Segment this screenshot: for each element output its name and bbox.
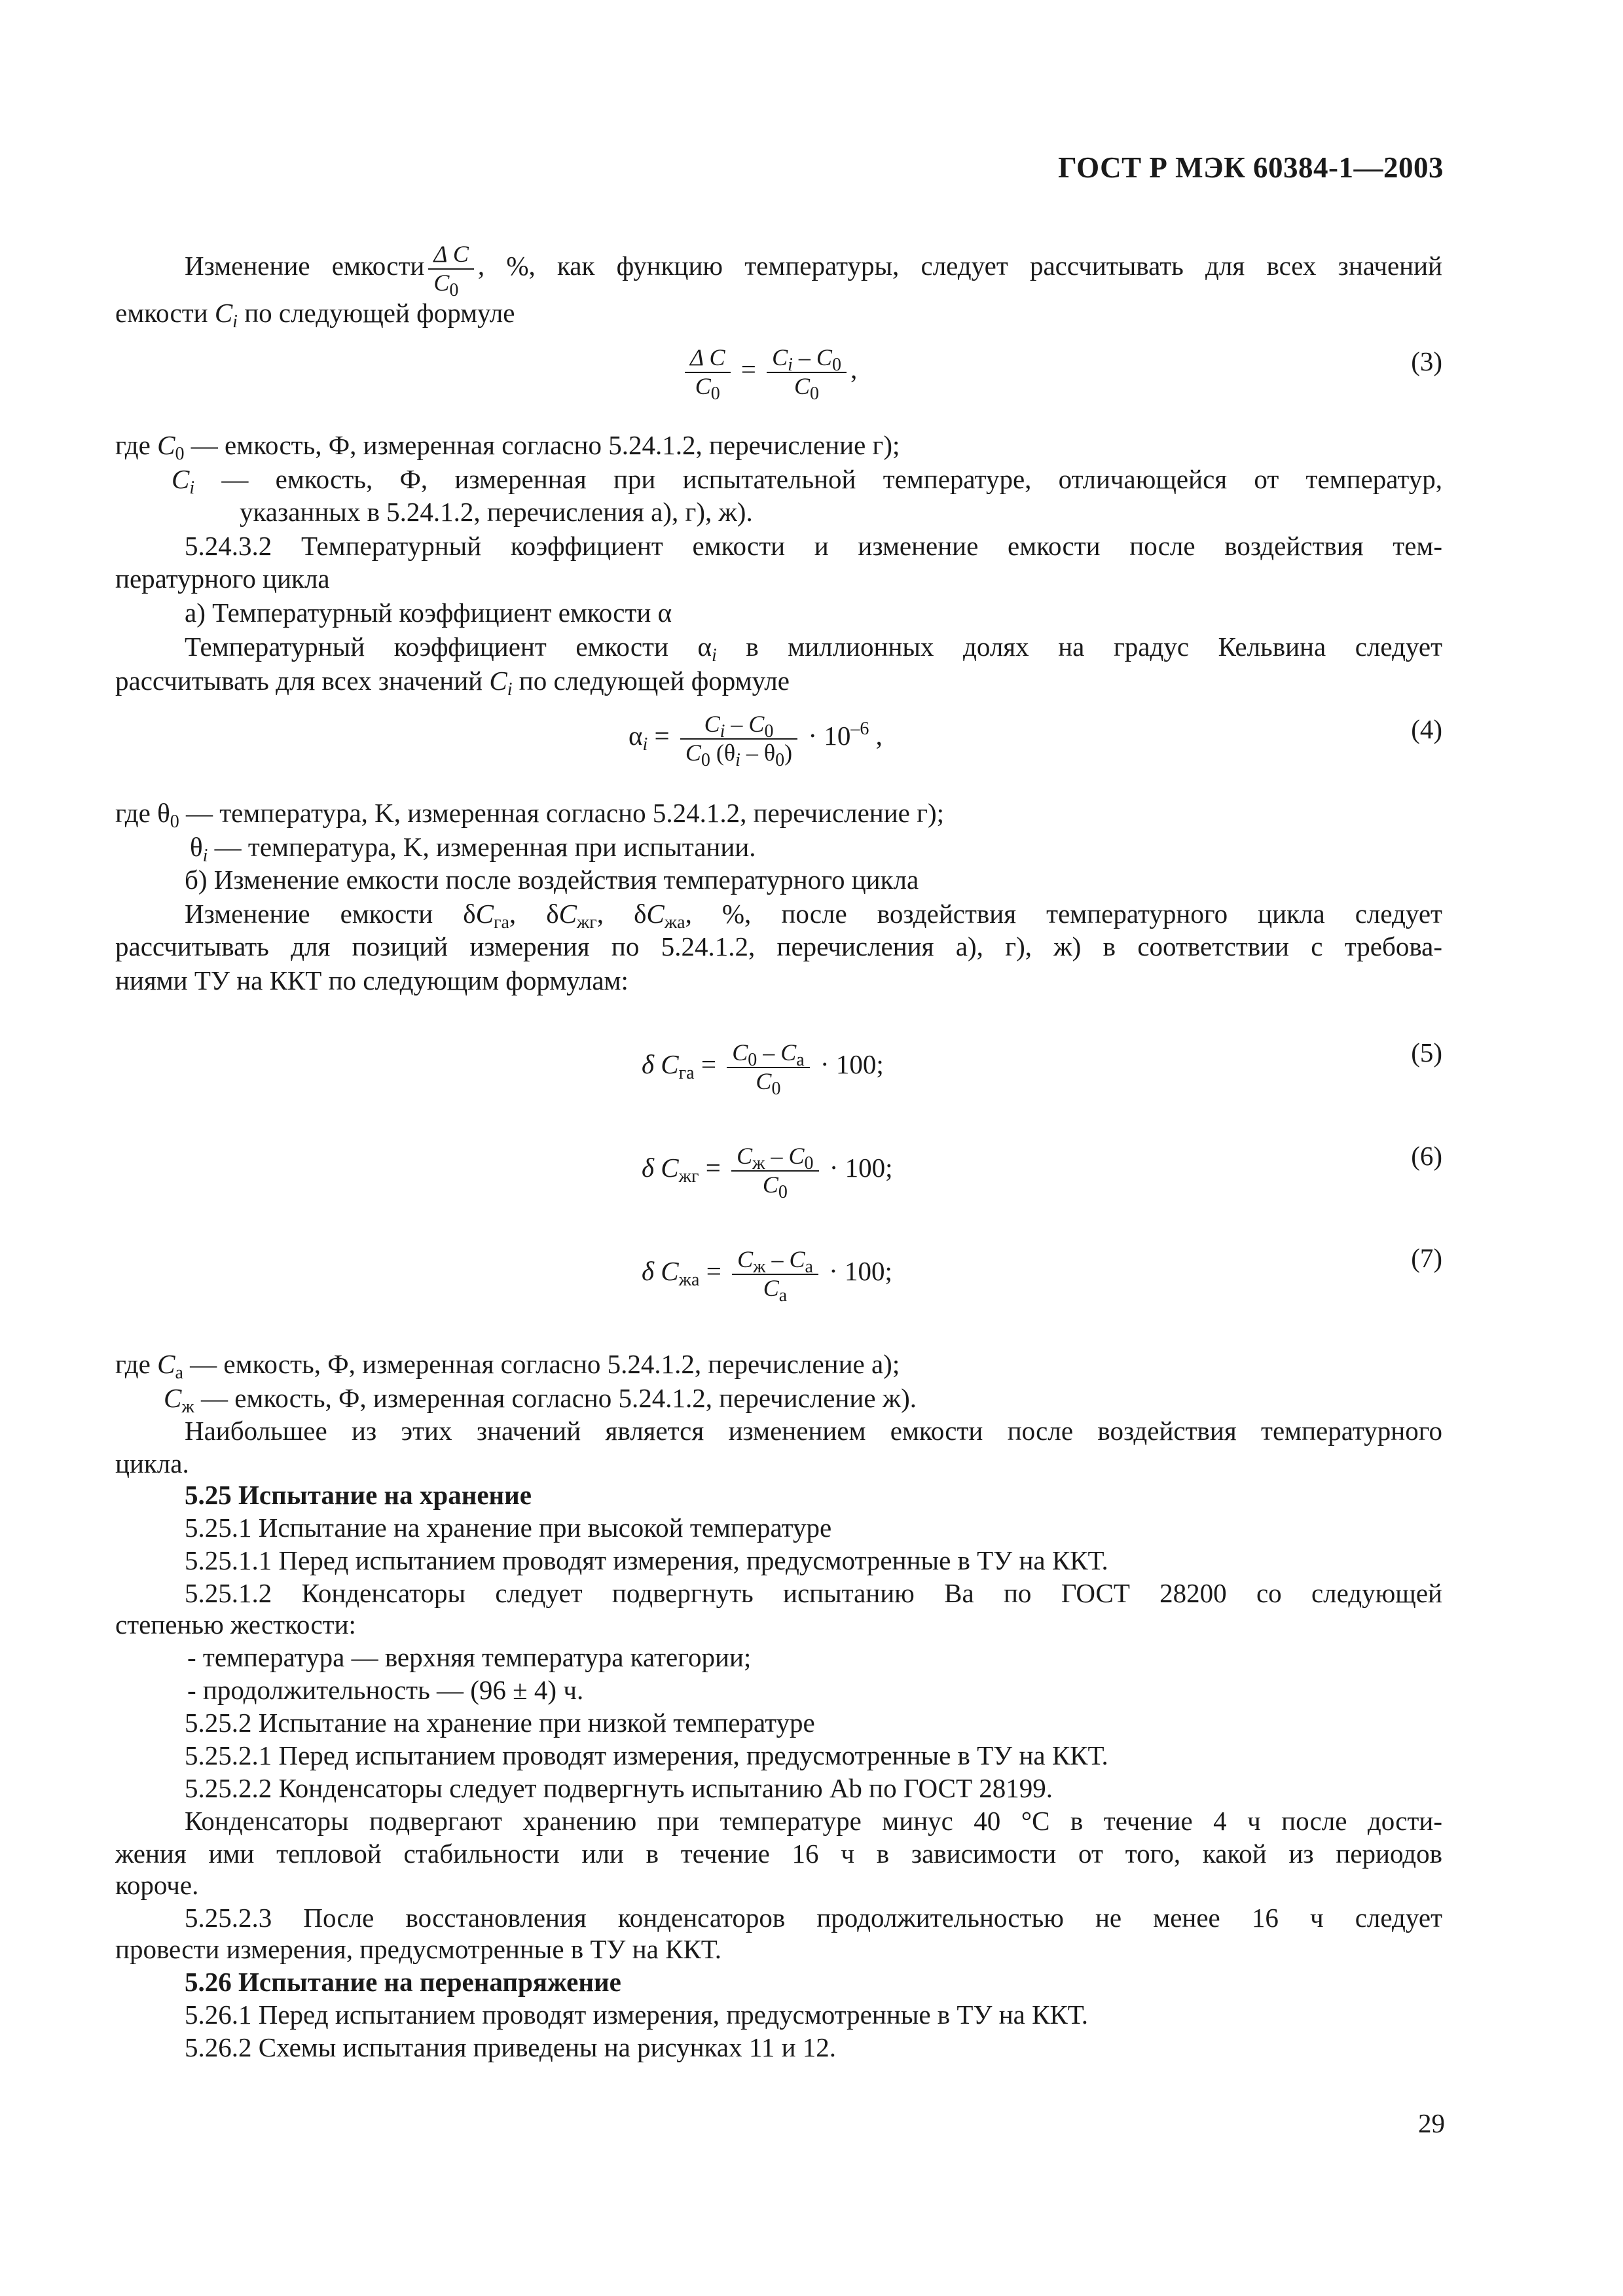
equation-number-7: (7) [1411, 1243, 1442, 1273]
list-item-duration: - продолжительность — (96 ± 4) ч. [187, 1675, 584, 1705]
equation-number-3: (3) [1411, 346, 1442, 376]
page-number: 29 [1418, 2108, 1445, 2138]
para-storage-line-3: короче. [115, 1870, 199, 1900]
para-5-26-1: 5.26.1 Перед испытанием проводят измерения, предусмотренные в ТУ на ККТ. [185, 2000, 1088, 2030]
para-5-25-1: 5.25.1 Испытание на хранение при высокой температуре [185, 1513, 832, 1543]
formula-5: δ $C_{га}$ = $\frac{C_0 - C_а}{C_0}$ · 100; [642, 1039, 884, 1099]
para-5-24-3-2-line-3: а) Температурный коэффициент емкости α [185, 598, 672, 628]
where4-line-4: Изменение емкости $\delta C_{га}$, $\delta C_{жг}$, $\delta C_{жа}$, %, после воздействия температурного цикла следует [185, 899, 1442, 933]
para-5-25-2-1: 5.25.2.1 Перед испытанием проводят измерения, предусмотренные в ТУ на ККТ. [185, 1740, 1108, 1770]
where4-line-6: ниями ТУ на ККТ по следующим формулам: [115, 965, 629, 996]
equation-number-6: (6) [1411, 1141, 1442, 1171]
formula-3: $\frac{\text{Δ C}}{C_0}$ = $\frac{C_i - C_0}{C_0}$ , [681, 346, 857, 399]
intro-line-2: емкости $C_i$ по следующей формуле [115, 298, 515, 332]
equation-number-5: (5) [1411, 1037, 1442, 1067]
para-5-24-3-2-line-1: 5.24.3.2 Температурный коэффициент емкости и изменение емкости после воздействия тем- [185, 531, 1442, 561]
para-5-24-3-2-line-4: Температурный коэффициент емкости $\alpha_i$ в миллионных долях на градус Кельвина следует [185, 632, 1442, 666]
where7-line-3: Наибольшее из этих значений является изменением емкости после воздействия температурного [185, 1416, 1442, 1446]
para-5-24-3-2-line-2: пературного цикла [115, 564, 330, 594]
where4-line-3: б) Изменение емкости после воздействия температурного цикла [185, 865, 919, 895]
where3-line-2: $C_i$ — емкость, Ф, измеренная при испытательной температуре, отличающейся от температур, [172, 464, 1442, 498]
fraction: $\frac{\text{Δ C}}{C_0}$ [428, 242, 474, 296]
list-item-temperature: - температура — верхняя температура категории; [187, 1642, 752, 1672]
where4-line-1: где $\theta_0$ — температура, K, измеренная согласно 5.24.1.2, перечисление г); [115, 798, 944, 832]
para-5-25-2-2: 5.25.2.2 Конденсаторы следует подвергнуть испытанию Ab по ГОСТ 28199. [185, 1773, 1053, 1803]
para-5-25-2-3-line-1: 5.25.2.3 После восстановления конденсаторов продолжительностью не менее 16 ч следует [185, 1903, 1442, 1933]
intro-line-1: Изменение емкости $\frac{\text{Δ C}}{C_0}$ , %, как функцию температуры, следует рассчитывать для всех значений [185, 241, 1442, 300]
para-5-25-2-3-line-2: провести измерения, предусмотренные в ТУ на ККТ. [115, 1934, 721, 1964]
para-5-25-1-2-line-1: 5.25.1.2 Конденсаторы следует подвергнуть испытанию Ва по ГОСТ 28200 со следующей [185, 1578, 1442, 1608]
para-5-25-1-2-line-2: степенью жесткости: [115, 1609, 356, 1640]
where7-line-2: $C_ж$ — емкость, Ф, измеренная согласно 5.24.1.2, перечисление ж). [164, 1383, 917, 1417]
para-storage-line-2: жения ими тепловой стабильности или в течение 16 ч в зависимости от того, какой из периодов [115, 1839, 1442, 1869]
para-storage-line-1: Конденсаторы подвергают хранению при температуре минус 40 °С в течение 4 ч после дости- [185, 1806, 1442, 1836]
para-5-26-2: 5.26.2 Схемы испытания приведены на рисунках 11 и 12. [185, 2032, 837, 2062]
where3-line-3: указанных в 5.24.1.2, перечисления а), г), ж). [240, 497, 753, 527]
where7-line-1: где $C_а$ — емкость, Ф, измеренная согласно 5.24.1.2, перечисление а); [115, 1349, 900, 1383]
where4-line-5: рассчитывать для позиций измерения по 5.24.1.2, перечисления а), г), ж) в соответствии с требова- [115, 931, 1442, 961]
where4-line-2: $\theta_i$ — температура, K, измеренная при испытании. [190, 832, 756, 866]
section-5-25-title: 5.25 Испытание на хранение [185, 1480, 532, 1510]
where7-line-4: цикла. [115, 1448, 189, 1479]
para-5-25-1-1: 5.25.1.1 Перед испытанием проводят измерения, предусмотренные в ТУ на ККТ. [185, 1545, 1108, 1575]
where3-line-1: где $C_0$ — емкость, Ф, измеренная согласно 5.24.1.2, перечисление г); [115, 430, 900, 464]
equation-number-4: (4) [1411, 714, 1442, 744]
document-header: ГОСТ Р МЭК 60384-1—2003 [1058, 151, 1444, 184]
para-5-24-3-2-line-5: рассчитывать для всех значений $C_i$ по следующей формуле [115, 666, 790, 700]
formula-6: δ $C_{жг}$ = $\frac{C_ж - C_0}{C_0}$ · 100; [642, 1143, 893, 1202]
section-5-26-title: 5.26 Испытание на перенапряжение [185, 1967, 621, 1997]
formula-7: δ $C_{жа}$ = $\frac{C_ж - C_а}{C_а}$ · 100; [642, 1246, 892, 1306]
para-5-25-2: 5.25.2 Испытание на хранение при низкой температуре [185, 1708, 815, 1738]
formula-4: $\alpha_i$ = $\frac{C_i - C_0}{C_0 (\theta_i - \theta_0)}$ · $10^{-6}$ , [629, 711, 883, 770]
